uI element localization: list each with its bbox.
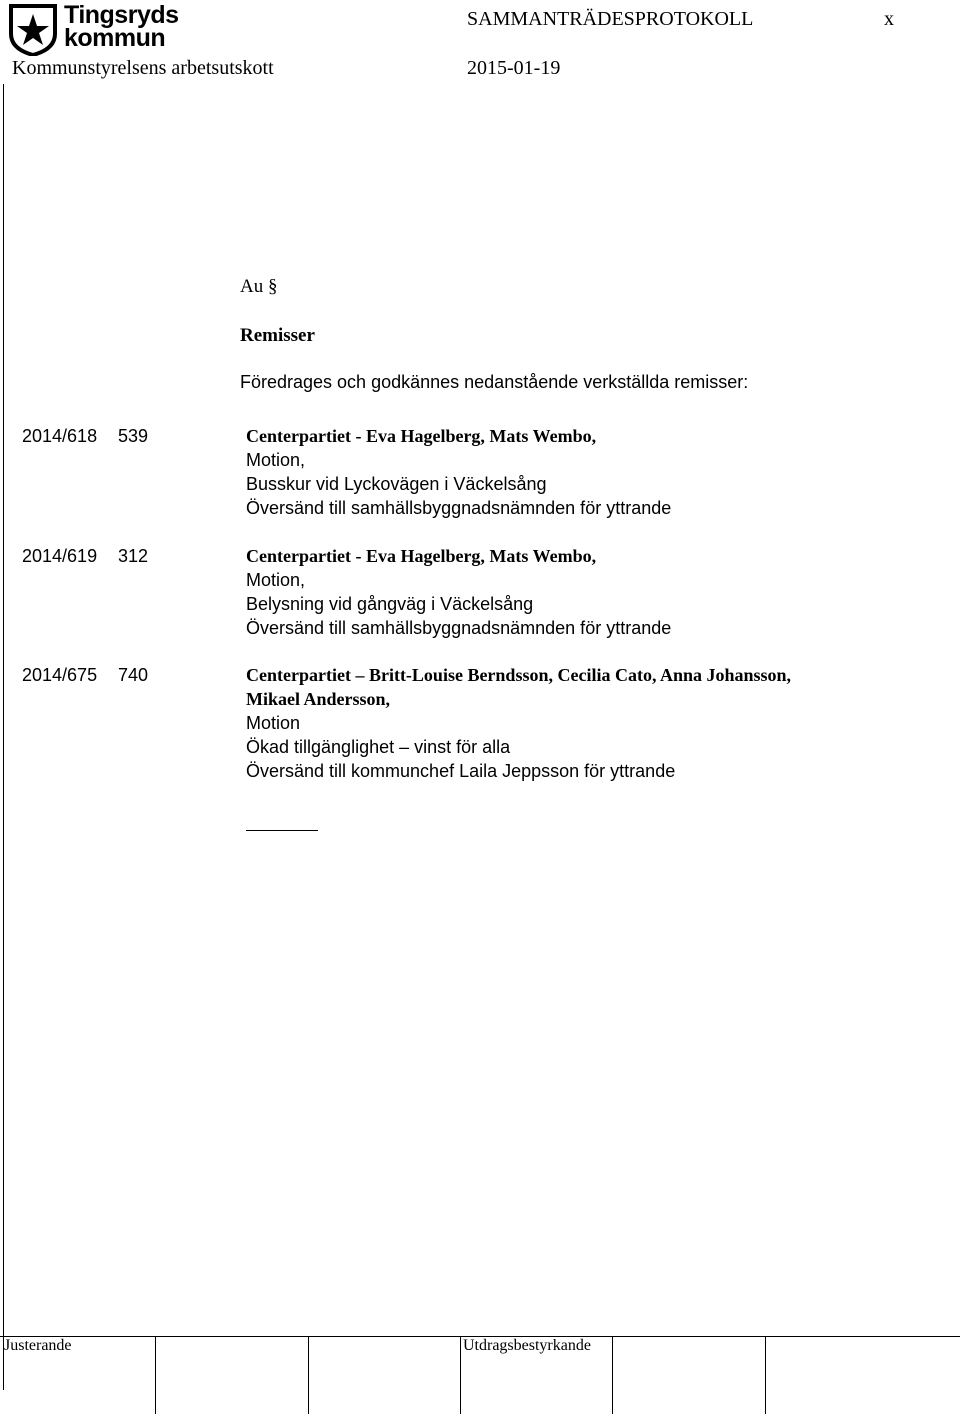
- item-line: Översänd till samhällsbyggnadsnämnden för yttrande: [246, 498, 672, 518]
- item-line: Centerpartiet - Eva Hagelberg, Mats Wembo,: [246, 426, 597, 446]
- item-line: Belysning vid gångväg i Väckelsång: [246, 594, 534, 614]
- item-line: Centerpartiet - Eva Hagelberg, Mats Wembo,: [246, 546, 597, 566]
- item-number: 740: [118, 665, 149, 685]
- item-line: Busskur vid Lyckovägen i Väckelsång: [246, 474, 547, 494]
- item-number: 539: [118, 426, 149, 446]
- document-mark: x: [884, 8, 894, 30]
- footer-divider: [155, 1336, 156, 1414]
- diary-number: 2014/619: [22, 546, 98, 566]
- section-intro: Föredrages och godkännes nedanstående verkställda remisser:: [240, 372, 749, 392]
- committee-name: Kommunstyrelsens arbetsutskott: [12, 57, 274, 79]
- footer-label-utdragsbestyrkande: Utdragsbestyrkande: [463, 1337, 591, 1354]
- logo-line-1: Tingsryds: [64, 1, 179, 29]
- diary-number: 2014/675: [22, 665, 98, 685]
- footer-label-justerande: Justerande: [4, 1337, 72, 1354]
- meeting-date: 2015-01-19: [467, 57, 561, 79]
- document-type: SAMMANTRÄDESPROTOKOLL: [467, 8, 754, 30]
- footer-divider: [765, 1336, 766, 1414]
- item-line: Motion,: [246, 570, 306, 590]
- footer-divider: [612, 1336, 613, 1414]
- item-line: Översänd till samhällsbyggnadsnämnden för yttrande: [246, 618, 672, 638]
- margin-line: [3, 84, 4, 1390]
- logo-line-2: kommun: [64, 24, 166, 52]
- municipality-logo: [8, 1, 204, 54]
- item-line: Centerpartiet – Britt-Louise Berndsson, Cecilia Cato, Anna Johansson,: [246, 665, 792, 685]
- item-number: 312: [118, 546, 149, 566]
- logo-wordmark: [64, 1, 179, 52]
- end-rule: [246, 830, 318, 831]
- section-title: Remisser: [240, 325, 315, 346]
- paragraph-number: Au §: [240, 276, 278, 297]
- item-lines: [246, 544, 936, 640]
- item-line: Motion: [246, 713, 301, 733]
- coat-of-arms-icon: [8, 4, 58, 56]
- item-line: Motion,: [246, 450, 306, 470]
- item-lines: [246, 663, 936, 783]
- footer-divider: [308, 1336, 309, 1414]
- item-line: Översänd till kommunchef Laila Jeppsson för yttrande: [246, 761, 676, 781]
- footer-divider: [460, 1336, 461, 1414]
- item-line: Ökad tillgänglighet – vinst för alla: [246, 737, 511, 757]
- diary-number: 2014/618: [22, 426, 98, 446]
- item-lines: [246, 424, 936, 520]
- item-line: Mikael Andersson,: [246, 689, 391, 709]
